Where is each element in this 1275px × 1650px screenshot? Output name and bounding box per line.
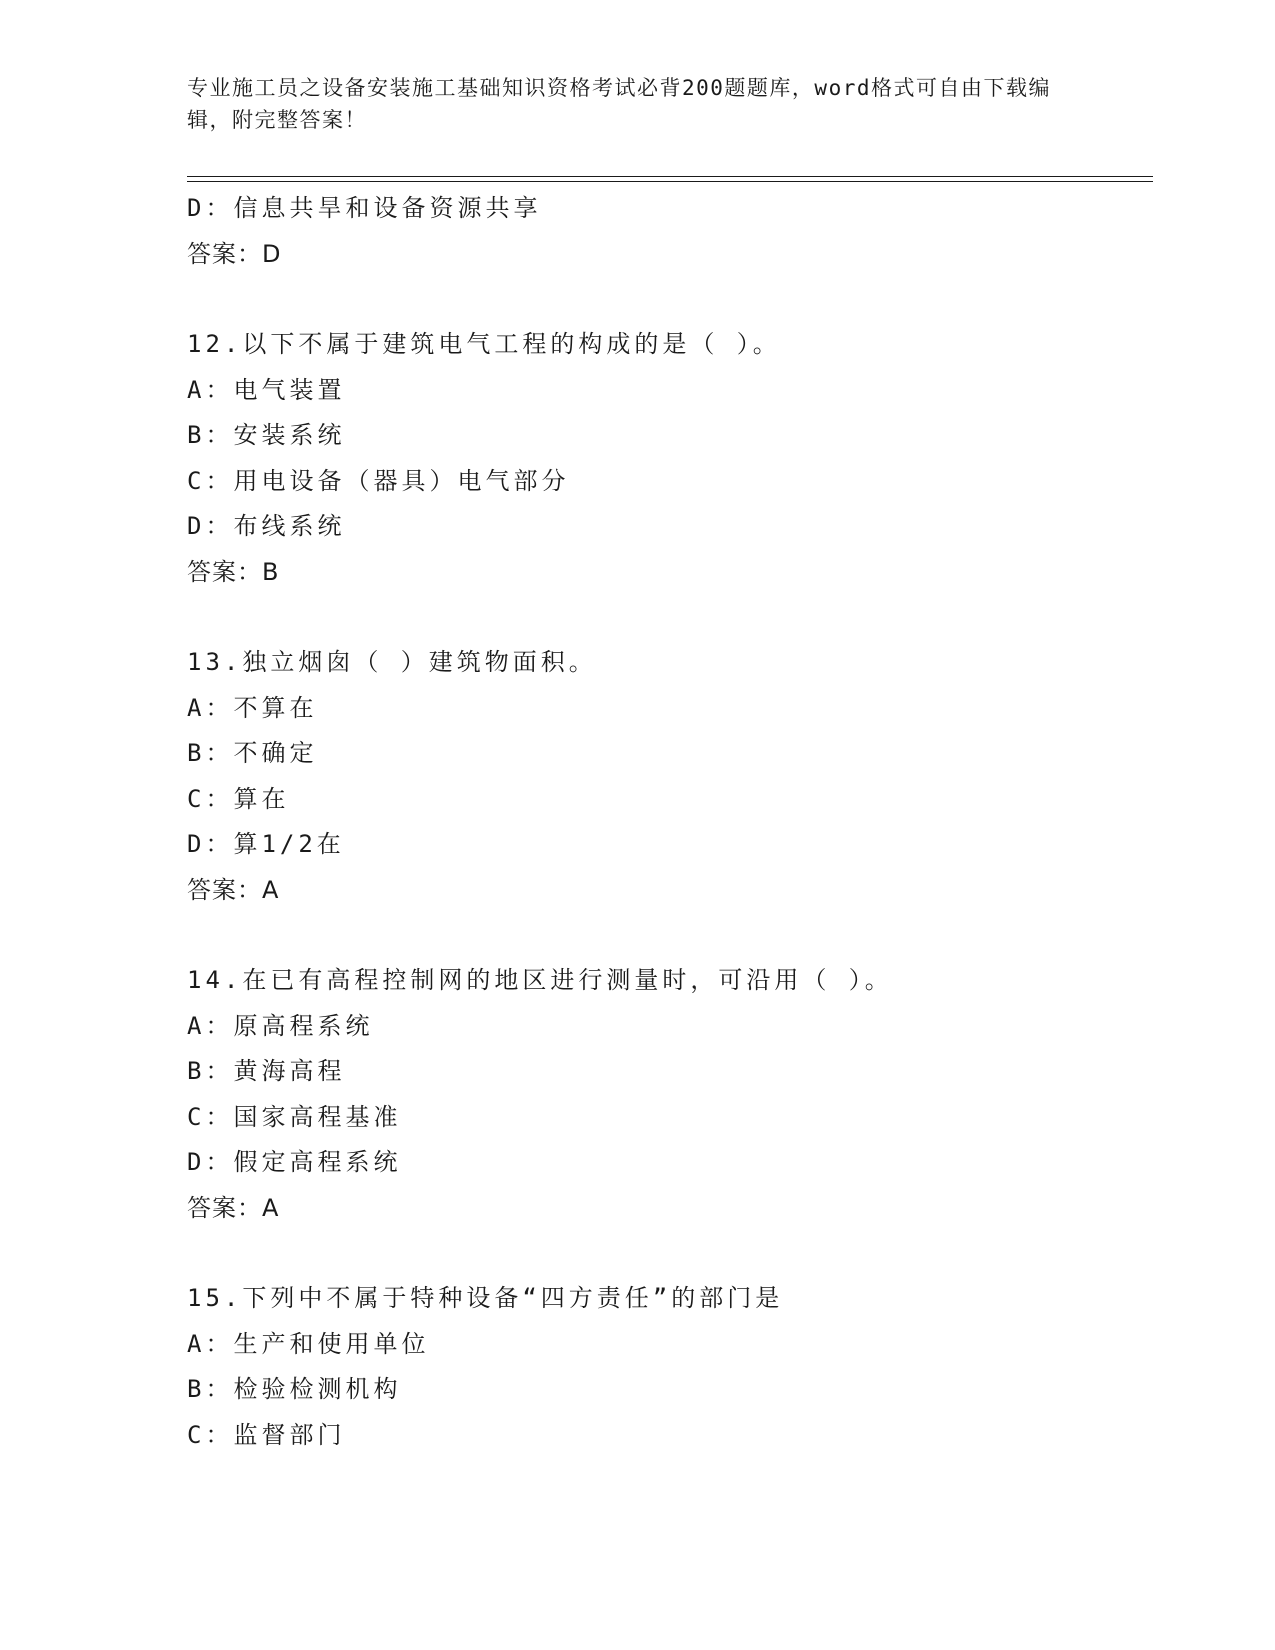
- option-a: A：不算在: [187, 693, 318, 722]
- spacer: [187, 595, 1147, 640]
- option-b: B：安装系统: [187, 421, 346, 449]
- header-divider-bottom: [187, 181, 1153, 182]
- option-b: B：不确定: [187, 739, 318, 767]
- answer-line: 答案：B: [187, 557, 280, 586]
- option-d: D：假定高程系统: [187, 1148, 402, 1176]
- answer-line: 答案：A: [187, 875, 280, 904]
- question-stem: 15.下列中不属于特种设备“四方责任”的部门是: [187, 1284, 784, 1312]
- question-11-continuation: [187, 186, 1147, 277]
- spacer: [187, 913, 1147, 958]
- answer-line: 答案：D: [187, 239, 282, 268]
- option-a: A：原高程系统: [187, 1011, 374, 1040]
- option-a: A：电气装置: [187, 375, 346, 404]
- document-title: 专业施工员之设备安装施工基础知识资格考试必背200题题库，word格式可自由下载编辑，附完整答案！: [187, 76, 1051, 132]
- question-stem: 13.独立烟囱（ ）建筑物面积。: [187, 648, 597, 676]
- question-15: [187, 1276, 1147, 1458]
- option-d: D：算1/2在: [187, 830, 345, 858]
- spacer: [187, 277, 1147, 322]
- question-list: [187, 186, 1147, 1458]
- question-stem: 14.在已有高程控制网的地区进行测量时，可沿用（ ）。: [187, 966, 893, 994]
- answer-line: 答案：A: [187, 1193, 280, 1222]
- option-c: C：监督部门: [187, 1420, 346, 1449]
- option-b: B：黄海高程: [187, 1057, 346, 1085]
- spacer: [187, 1231, 1147, 1276]
- option-a: A：生产和使用单位: [187, 1329, 430, 1358]
- option-d: D：信息共旱和设备资源共享: [187, 194, 542, 222]
- header-divider-top: [187, 176, 1153, 177]
- question-12: [187, 322, 1147, 595]
- question-stem: 12.以下不属于建筑电气工程的构成的是（ ）。: [187, 330, 781, 358]
- option-c: C：用电设备（器具）电气部分: [187, 466, 570, 495]
- question-13: [187, 640, 1147, 913]
- option-c: C：国家高程基准: [187, 1102, 402, 1131]
- question-14: [187, 958, 1147, 1231]
- option-c: C：算在: [187, 784, 290, 813]
- option-b: B：检验检测机构: [187, 1375, 402, 1403]
- option-d: D：布线系统: [187, 512, 346, 540]
